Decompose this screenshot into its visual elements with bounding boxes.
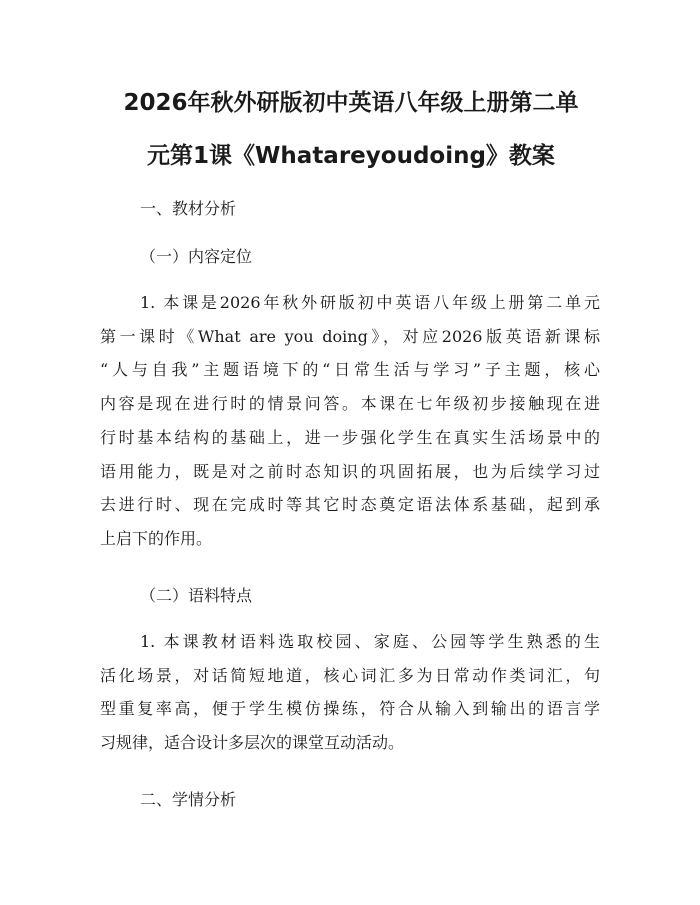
paragraph-content-positioning bbox=[100, 286, 600, 556]
paragraph-line: 习规律，适合设计多层次的课堂互动活动。 bbox=[100, 733, 405, 753]
paragraph-line: 第一课时《What are you doing》，对应2026版英语新课标 bbox=[100, 326, 600, 346]
paragraph-line: 内容是现在进行时的情景问答。本课在七年级初步接触现在进 bbox=[100, 394, 600, 414]
paragraph-line: 去进行时、现在完成时等其它时态奠定语法体系基础，起到承 bbox=[100, 495, 600, 515]
subsection-heading-content-positioning: （一）内容定位 bbox=[140, 247, 253, 266]
paragraph-corpus-features bbox=[100, 625, 600, 760]
section-heading-textbook-analysis: 一、教材分析 bbox=[140, 199, 237, 218]
section-heading-learner-analysis: 二、学情分析 bbox=[140, 790, 237, 809]
paragraph-line: 1. 本课是2026年秋外研版初中英语八年级上册第二单元 bbox=[140, 293, 600, 312]
document-title-line-2: 元第1课《Whatareyoudoing》教案 bbox=[147, 143, 555, 169]
subsection-heading-corpus-features: （二）语料特点 bbox=[140, 586, 253, 605]
document-title-line-1: 2026年秋外研版初中英语八年级上册第二单 bbox=[123, 90, 579, 116]
paragraph-line: 行时基本结构的基础上，进一步强化学生在真实生活场景中的 bbox=[100, 427, 600, 447]
paragraph-line: 型重复率高，便于学生模仿操练，符合从输入到输出的语言学 bbox=[100, 699, 600, 719]
paragraph-line: 1. 本课教材语料选取校园、家庭、公园等学生熟悉的生 bbox=[140, 632, 600, 651]
paragraph-line: 活化场景，对话简短地道，核心词汇多为日常动作类词汇，句 bbox=[100, 665, 600, 685]
paragraph-line: “人与自我”主题语境下的“日常生活与学习”子主题，核心 bbox=[100, 360, 600, 380]
paragraph-line: 语用能力，既是对之前时态知识的巩固拓展，也为后续学习过 bbox=[100, 461, 600, 481]
paragraph-line: 上启下的作用。 bbox=[100, 528, 213, 548]
